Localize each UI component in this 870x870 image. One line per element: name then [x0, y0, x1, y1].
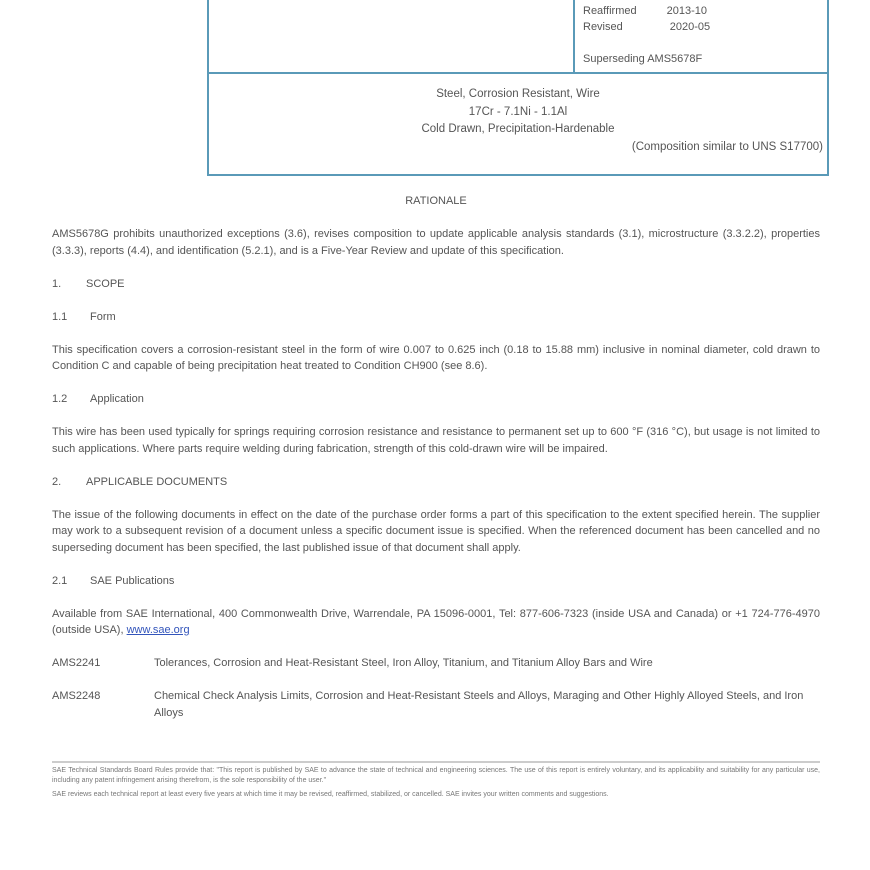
section-title: Form: [90, 310, 116, 323]
section-2-1-body: Available from SAE International, 400 Commonwealth Drive, Warrendale, PA 15096-0001, Tel: 877-606-7323 (inside USA and Canada) or +1 724-776-4970 (outside USA),: [52, 607, 820, 636]
reaffirmed-label: Reaffirmed: [583, 5, 637, 17]
section-title: SCOPE: [86, 277, 125, 290]
section-1-1-text: This specification covers a corrosion-resistant steel in the form of wire 0.007 to 0.625 inch (0.18 to 15.88 mm) inclusive in nominal diameter, cold drawn to Condition C and capable of being precipitation heat treated to Condition CH900 (see 8.6).: [52, 343, 820, 372]
section-title: APPLICABLE DOCUMENTS: [86, 475, 228, 488]
footer-disclaimer: SAE Technical Standards Board Rules provide that: "This report is published by SAE to advance the state of technical and engineering sciences. The use of this report is entirely voluntary, and its applicability and suitability for any particular use, including any patent infringement arising therefrom, is the sole responsibility of the user.": [52, 767, 820, 784]
document-body: [52, 193, 820, 816]
section-number: 2.: [52, 475, 62, 488]
footer-review-note: SAE reviews each technical report at least every five years at which time it may be revised, reaffirmed, stabilized, or cancelled. SAE invites your written comments and suggestions.: [52, 791, 609, 798]
reaffirmed-row: [583, 4, 707, 18]
section-1-heading: [52, 276, 820, 293]
reference-description: Chemical Check Analysis Limits, Corrosion and Heat-Resistant Steels and Alloys, Maraging and Other Highly Alloyed Steels, and Iron Alloys: [154, 690, 804, 719]
document-title: [209, 86, 827, 156]
section-number: 1.2: [52, 393, 68, 405]
section-title: SAE Publications: [90, 574, 175, 587]
rationale-text: AMS5678G prohibits unauthorized exceptions (3.6), revises composition to update applicable analysis standards (3.1), microstructure (3.3.2.2), properties (3.3.3), reports (4.4), and identification (5.2.1), and is a Five-Year Review and update of this specification.: [52, 228, 820, 257]
section-2-text: The issue of the following documents in effect on the date of the purchase order forms a part of this specification to the extent specified herein. The supplier may work to a subsequent revision of a document unless a specific document issue is specified. When the referenced document has been cancelled and no superseding document has been specified, the last published issue of that document shall apply.: [52, 508, 820, 554]
revised-row: [583, 20, 710, 34]
footer: [52, 761, 820, 800]
header-divider: [573, 0, 575, 74]
title-line: 17Cr - 7.1Ni - 1.1Al: [468, 105, 568, 118]
reaffirmed-value: 2013-10: [666, 5, 707, 17]
revised-value: 2020-05: [669, 21, 711, 33]
superseding: Superseding AMS5678F: [583, 53, 703, 65]
document-header-box: [207, 0, 829, 176]
reference-item: [52, 688, 820, 721]
section-2-1-text: [52, 606, 820, 639]
reference-description: Tolerances, Corrosion and Heat-Resistant Steel, Iron Alloy, Titanium, and Titanium Alloy Bars and Wire: [154, 657, 653, 669]
section-1-2-heading: [52, 391, 820, 408]
title-line: Steel, Corrosion Resistant, Wire: [436, 88, 600, 100]
title-line: Cold Drawn, Precipitation-Hardenable: [421, 123, 615, 135]
header-divider: [209, 72, 827, 74]
section-number: 1.1: [52, 310, 68, 323]
reference-code: AMS2248: [52, 690, 101, 702]
reference-code: AMS2241: [52, 657, 101, 669]
section-1-1-heading: [52, 309, 820, 326]
section-1-2-text: This wire has been used typically for springs requiring corrosion resistance and resistance to permanent set up to 600 °F (316 °C), but usage is not limited to such applications. Where parts require welding during fabrication, strength of this cold-drawn wire will be impaired.: [52, 426, 820, 455]
revised-label: Revised: [583, 21, 623, 33]
sae-website-link[interactable]: www.sae.org: [126, 624, 190, 636]
section-number: 2.1: [52, 574, 68, 587]
section-title: Application: [90, 393, 144, 405]
reference-item: [52, 655, 820, 672]
section-number: 1.: [52, 277, 62, 290]
rationale-heading: RATIONALE: [405, 195, 467, 207]
composition-note: (Composition similar to UNS S17700): [631, 140, 823, 153]
section-2-heading: [52, 474, 820, 491]
section-2-1-heading: [52, 573, 820, 590]
